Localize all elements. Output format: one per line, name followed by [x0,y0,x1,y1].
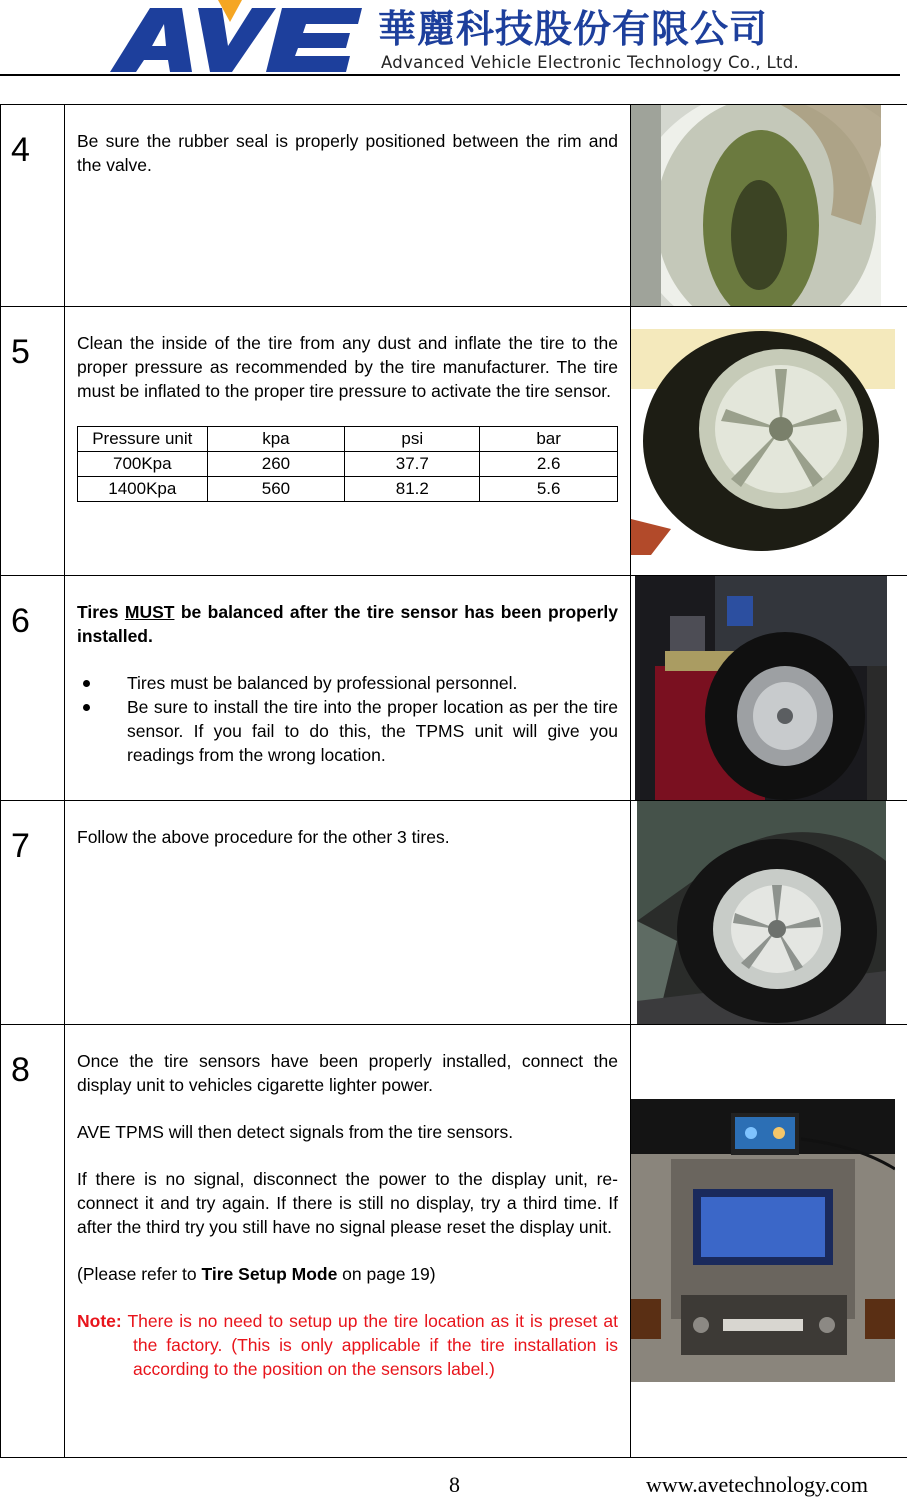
header-divider [0,74,900,76]
table-header-cell: Pressure unit [78,427,208,452]
step-number: 7 [1,801,65,1025]
step-row-4 [1,105,907,307]
step-text: If there is no signal, disconnect the power to the display unit, re-connect it and try again. If there is still no display, try a third time. If after the third try you still have no signal please reset the display unit. [77,1169,618,1237]
must-emphasis: MUST [124,602,175,622]
table-row [78,452,618,477]
installation-steps-table [0,104,907,1458]
company-name-english: Advanced Vehicle Electronic Technology Co., Ltd. [381,53,800,72]
step-number: 8 [1,1025,65,1458]
table-header-cell: kpa [207,427,345,452]
car-wheel-photo [637,801,886,1024]
table-cell: 2.6 [480,452,618,477]
step-row-5 [1,307,907,576]
note-label: Note: [77,1311,122,1331]
table-cell: 1400Kpa [78,477,208,502]
table-cell: 700Kpa [78,452,208,477]
website-url[interactable]: www.avetechnology.com [646,1472,868,1497]
rim-valve-photo [631,105,881,306]
dashboard-display-photo [631,1099,895,1382]
step-number: 6 [1,576,65,801]
table-cell: 260 [207,452,345,477]
step-heading: Tires MUST be balanced after the tire sensor has been properly installed. [77,602,618,646]
list-item: Tires must be balanced by professional personnel. [77,671,618,695]
step-row-7 [1,801,907,1025]
bullet-icon [83,680,90,687]
list-item: Be sure to install the tire into the proper location as per the tire sensor. If you fail to do this, the TPMS unit will give you readings from the wrong location. [77,695,618,767]
step-text: Once the tire sensors have been properly installed, connect the display unit to vehicles cigarette lighter power. [77,1051,618,1095]
bullet-list [77,671,618,767]
tire-setup-mode-reference: Tire Setup Mode [201,1264,338,1284]
step-number: 5 [1,307,65,576]
company-name-chinese: 華麗科技股份有限公司 [378,7,769,51]
step-number: 4 [1,105,65,307]
table-cell: 81.2 [345,477,480,502]
bullet-icon [83,704,90,711]
table-header-cell: psi [345,427,480,452]
ave-logo [110,0,365,75]
step-row-8 [1,1025,907,1458]
step-text: AVE TPMS will then detect signals from the tire sensors. [77,1122,514,1142]
page-header [0,0,907,80]
step-row-6 [1,576,907,801]
pressure-table [77,426,618,502]
pressure-table-header [78,427,618,452]
note: Note: There is no need to setup up the tire location as it is preset at the factory. (This is only applicable if the tire installation is according to the position on the sensors label.) [77,1311,618,1379]
tire-balancer-photo [635,576,887,800]
table-cell: 560 [207,477,345,502]
table-header-cell: bar [480,427,618,452]
table-cell: 37.7 [345,452,480,477]
table-cell: 5.6 [480,477,618,502]
page-number: 8 [449,1472,460,1497]
step-text: Clean the inside of the tire from any dust and inflate the tire to the proper pressure as recommended by the tire manufacturer. The tire must be inflated to the proper tire pressure to activate the tire sensor. [77,333,618,401]
step-text: Be sure the rubber seal is properly positioned between the rim and the valve. [77,131,618,175]
step-text: Follow the above procedure for the other 3 tires. [77,827,450,847]
table-row [78,477,618,502]
page-reference: (Please refer to Tire Setup Mode on page 19) [77,1264,436,1284]
inflated-tire-photo [631,329,895,555]
